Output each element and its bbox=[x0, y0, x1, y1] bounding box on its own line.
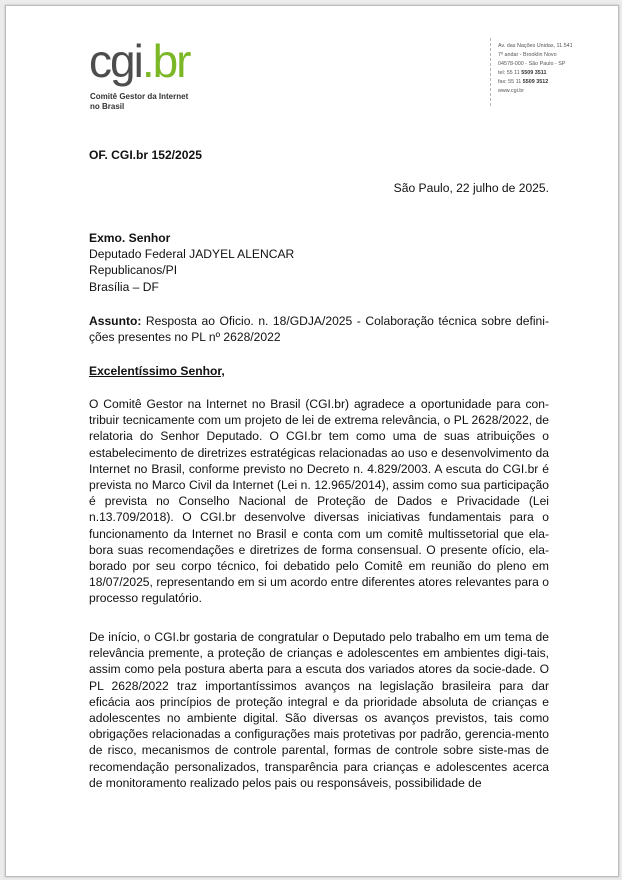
document-page bbox=[5, 5, 619, 877]
greeting: Excelentíssimo Senhor, bbox=[89, 364, 225, 378]
fax-number: 5509 3512 bbox=[522, 78, 549, 85]
logo-dot: . bbox=[141, 35, 153, 87]
subject-line bbox=[89, 313, 549, 345]
address-line-2: 7º andar - Brooklin Novo bbox=[498, 51, 557, 58]
recipient-city: Brasília – DF bbox=[89, 279, 159, 294]
recipient-salutation: Exmo. Senhor bbox=[89, 231, 171, 245]
logo-wordmark bbox=[89, 35, 190, 87]
body-paragraph-1: O Comitê Gestor na Internet no Brasil (CGI.br) agradece a oportunidade para con-tribuir tecnicamente com um projeto de lei de extrema relevância, o PL 2628/2022, de relatoria do Senhor Deputado. O CGI.br tem como uma de suas atribuições o estabelecimento de diretrizes estratégicas relacionadas ao uso e desenvolvimento da Internet no Brasil, conforme previsto no Decreto n. 4.829/2003. A escuta do CGI.br é prevista no Marco Civil da Internet (Lei n. 12.965/2014), assim como sua participação é prevista no Conselho Nacional de Proteção de Dados e Privacidade (Lei n.13.709/2018). O CGI.br desenvolve diversas iniciativas fundamentais para o funcionamento da Internet no Brasil e conta com um comitê multissetorial que ela-bora suas recomendações e diretrizes de forma consensual. O presente ofício, ela-borado por seu corpo técnico, foi debatido pelo Comitê em reunião do pleno em 18/07/2025, representando em si um acordo entre diferentes atores relevantes para o processo regulatório. bbox=[89, 397, 549, 606]
reference-number: OF. CGI.br 152/2025 bbox=[89, 148, 202, 162]
address-divider bbox=[490, 38, 492, 106]
logo-br: br bbox=[152, 35, 190, 87]
address-web: www.cgi.br bbox=[498, 87, 525, 94]
tel-label: tel: 55 11 bbox=[498, 69, 522, 76]
recipient-party: Republicanos/PI bbox=[89, 263, 178, 278]
fax-label: fax: 55 11 bbox=[498, 78, 523, 85]
logo-text: cgi bbox=[89, 35, 142, 87]
org-line-1: Comitê Gestor da Internet bbox=[90, 92, 189, 101]
address-tel bbox=[498, 69, 573, 78]
letter-date: São Paulo, 22 julho de 2025. bbox=[393, 181, 549, 195]
recipient-name: Deputado Federal JADYEL ALENCAR bbox=[89, 247, 295, 262]
subject-text: Resposta ao Oficio. n. 18/GDJA/2025 - Colaboração técnica sobre defini-ções presentes no PL nº 2628/2022 bbox=[89, 314, 549, 345]
address-line-1: Av. das Nações Unidas, 11.541 bbox=[498, 43, 573, 49]
address-block bbox=[498, 42, 573, 95]
cgi-logo bbox=[89, 35, 199, 116]
tel-number: 5509 3511 bbox=[521, 69, 547, 76]
address-fax bbox=[498, 78, 573, 87]
org-line-2: no Brasil bbox=[90, 102, 125, 111]
logo-org-name bbox=[90, 92, 210, 112]
subject-label: Assunto: bbox=[89, 314, 142, 328]
address-line-3: 04578-000 - São Paulo - SP bbox=[498, 60, 566, 67]
body-paragraph-2: De início, o CGI.br gostaria de congratular o Deputado pelo trabalho em um tema de relevância premente, a proteção de crianças e adolescentes em ambientes digi-tais, assim como pela postura aberta para a escuta dos variados atores da socie-dade. O PL 2628/2022 traz importantíssimos avanços na legislação brasileira para dar eficácia aos princípios de proteção integral e da prioridade absoluta de crianças e adolescentes no ambiente digital. São diversas os avanços previstos, tais como obrigações relacionadas a configurações mais protetivas por padrão, gerencia-mento de risco, mecanismos de controle parental, formas de controle sobre siste-mas de recomendação personalizados, transparência para crianças e adolescentes acerca de monitoramento realizado pelos pais ou responsáveis, possibilidade de bbox=[89, 630, 549, 790]
recipient-block bbox=[89, 230, 549, 295]
